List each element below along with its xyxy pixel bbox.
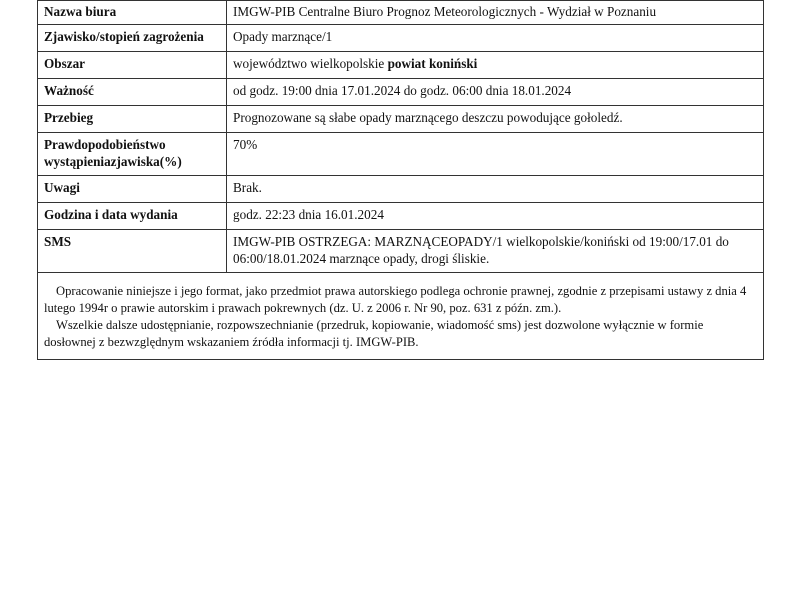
course-label: Przebieg	[38, 106, 227, 133]
validity-label: Ważność	[38, 79, 227, 106]
probability-value: 70%	[227, 133, 764, 176]
remarks-label: Uwagi	[38, 176, 227, 203]
area-value-prefix: województwo wielkopolskie	[233, 56, 388, 71]
area-label: Obszar	[38, 52, 227, 79]
row-course	[38, 106, 764, 133]
probability-label	[38, 133, 227, 176]
distribution-paragraph: Wszelkie dalsze udostępnianie, rozpowszechnianie (przedruk, kopiowanie, wiadomość sms) jest dozwolone wyłącznie w formie dosłownej z bezwzględnym wskazaniem źródła informacji tj. IMGW-PIB.	[44, 318, 704, 349]
issue-time-value: godz. 22:23 dnia 16.01.2024	[227, 203, 764, 230]
probability-label-line1: Prawdopodobieństwo	[44, 137, 166, 152]
office-value: IMGW-PIB Centralne Biuro Prognoz Meteorologicznych - Wydział w Poznaniu	[227, 1, 764, 25]
area-value-county: powiat koniński	[387, 56, 478, 71]
copyright-paragraph: Opracowanie niniejsze i jego format, jako przedmiot prawa autorskiego podlega ochronie prawnej, zgodnie z przepisami ustawy z dnia 4 lutego 1994r o prawie autorskim i prawach pokrewnych (dz. U. z 2006 r. Nr 90, poz. 631 z późn. zm.).	[44, 284, 747, 315]
sms-label: SMS	[38, 230, 227, 273]
row-validity	[38, 79, 764, 106]
row-sms	[38, 230, 764, 273]
course-value: Prognozowane są słabe opady marznącego deszczu powodujące gołoledź.	[227, 106, 764, 133]
row-probability	[38, 133, 764, 176]
row-area	[38, 52, 764, 79]
warning-table	[37, 0, 764, 273]
row-remarks	[38, 176, 764, 203]
row-issue-time	[38, 203, 764, 230]
validity-value: od godz. 19:00 dnia 17.01.2024 do godz. 06:00 dnia 18.01.2024	[227, 79, 764, 106]
warning-document	[37, 0, 764, 360]
row-phenomenon	[38, 25, 764, 52]
phenomenon-value: Opady marznące/1	[227, 25, 764, 52]
sms-value: IMGW-PIB OSTRZEGA: MARZNĄCEOPADY/1 wielkopolskie/koniński od 19:00/17.01 do 06:00/18.01.2024 marznące opady, drogi śliskie.	[227, 230, 764, 273]
office-label: Nazwa biura	[38, 1, 227, 25]
probability-label-line2: wystąpieniazjawiska(%)	[44, 154, 182, 169]
remarks-value: Brak.	[227, 176, 764, 203]
row-office	[38, 1, 764, 25]
copyright-notice	[37, 273, 764, 360]
issue-time-label: Godzina i data wydania	[38, 203, 227, 230]
area-value	[227, 52, 764, 79]
phenomenon-label: Zjawisko/stopień zagrożenia	[38, 25, 227, 52]
